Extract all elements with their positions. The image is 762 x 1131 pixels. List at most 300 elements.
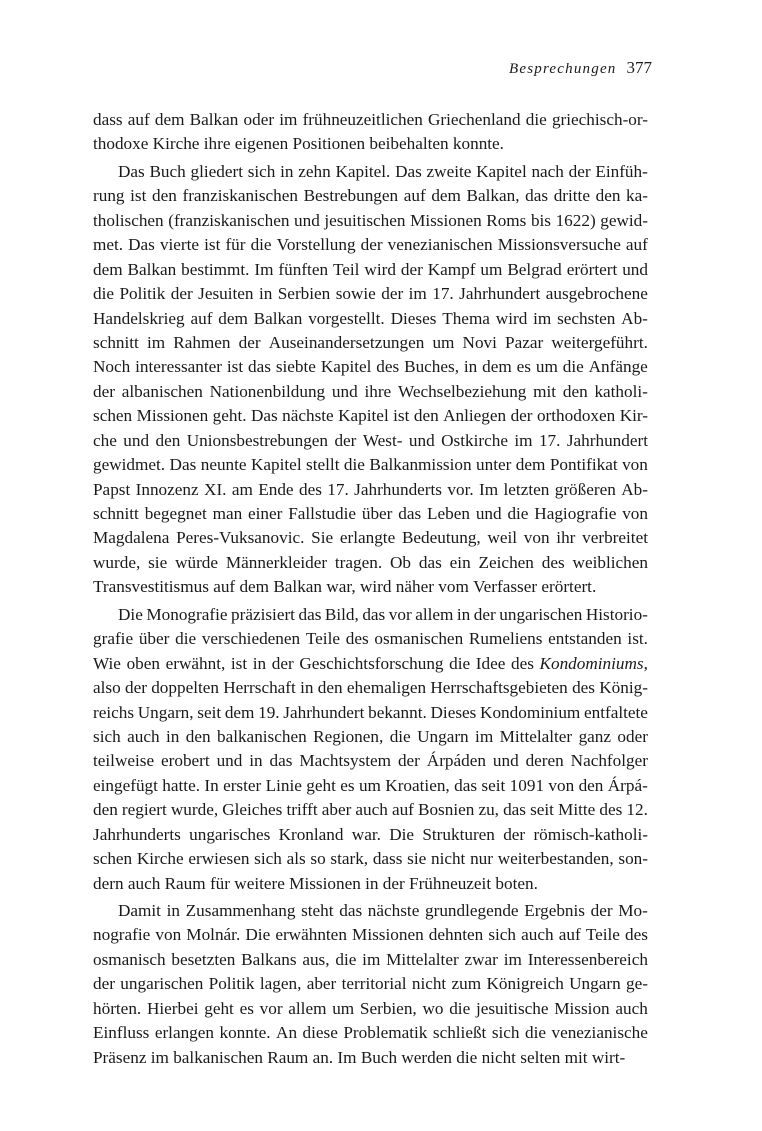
word: auch <box>355 800 388 820</box>
word: weitere <box>234 873 285 893</box>
word: stellt <box>306 455 340 475</box>
word: und <box>492 751 519 771</box>
word: ist <box>393 406 410 426</box>
word: das <box>398 504 422 523</box>
word: diese <box>302 1023 338 1043</box>
word: wird <box>495 308 528 328</box>
text-line <box>93 453 648 477</box>
word: auf <box>127 110 150 129</box>
word: nach <box>531 161 564 181</box>
word: der <box>382 873 405 893</box>
word: in <box>463 357 478 377</box>
word: Präsenz <box>93 1047 147 1067</box>
word: grafie <box>93 629 134 649</box>
word: Machtsystem <box>299 751 392 771</box>
word: 17. <box>538 430 561 450</box>
word: die <box>507 504 529 523</box>
word: vor <box>259 998 283 1018</box>
word: auch <box>127 726 160 746</box>
word: der <box>93 974 115 994</box>
word: die <box>389 726 411 746</box>
text-line <box>93 603 648 627</box>
text-line <box>93 749 648 773</box>
word: zehn <box>298 161 331 181</box>
word: Anliegen <box>443 406 507 426</box>
word: West- <box>362 430 403 450</box>
word: dern <box>93 873 124 893</box>
word: es <box>340 775 355 795</box>
word: ungarisches <box>189 824 271 844</box>
word: es <box>239 998 254 1018</box>
word: Jahrhundert <box>459 284 541 304</box>
word: Regionen, <box>313 726 384 746</box>
word: nächste <box>282 406 334 426</box>
word: den <box>152 186 177 206</box>
word: Sie <box>311 528 334 548</box>
word: dass <box>93 110 123 129</box>
word: Bedeutung, <box>401 528 481 548</box>
text-line <box>93 1046 648 1070</box>
word: den <box>413 406 439 426</box>
running-head <box>509 58 652 78</box>
word: 1091 <box>509 775 545 795</box>
word: auf <box>190 308 213 328</box>
word: trifft <box>286 800 318 820</box>
word: gewidmet. <box>93 455 166 475</box>
word: um <box>480 259 503 279</box>
word: mit <box>533 381 557 401</box>
word: entfaltete <box>583 702 648 722</box>
word: und <box>294 210 320 230</box>
word: für <box>209 873 230 893</box>
word: den <box>595 186 621 206</box>
word: Gleiches <box>222 800 283 820</box>
word: Noch <box>93 357 131 377</box>
word: wurde, <box>93 552 141 572</box>
paragraph <box>93 603 648 896</box>
word: Buch <box>149 161 186 181</box>
word: im <box>533 308 552 328</box>
word: Serbien <box>277 284 331 304</box>
word: zweite <box>426 161 472 181</box>
word: präzisiert <box>231 604 295 624</box>
word: von <box>155 925 182 945</box>
word: Balkan <box>127 259 177 279</box>
word: griechisch-or- <box>551 110 648 129</box>
word: von <box>548 775 575 795</box>
word: Problematik <box>343 1023 428 1043</box>
word: nografie <box>93 925 151 945</box>
word: Kirche <box>136 849 184 869</box>
word: fünften <box>278 259 329 279</box>
word: dem <box>482 357 512 377</box>
word: Königreich <box>486 974 564 994</box>
word: albanischen <box>121 381 203 401</box>
word: im <box>146 332 166 352</box>
text-line <box>93 701 648 725</box>
word: seit <box>530 800 554 820</box>
word: Das <box>395 161 422 181</box>
word: Politik <box>208 974 255 994</box>
word: für <box>225 235 246 255</box>
word: war. <box>351 824 381 844</box>
word: Balkanmission <box>369 455 472 475</box>
page-number: 377 <box>626 58 652 77</box>
word: Linie <box>265 775 302 795</box>
word: dem <box>431 186 461 206</box>
word: Balkan <box>273 577 323 597</box>
word: Raum <box>164 873 206 893</box>
text-line <box>93 725 648 749</box>
word: der <box>381 284 404 304</box>
word: Teil <box>332 259 360 279</box>
word: hatte. <box>162 775 200 795</box>
word: dass <box>372 849 403 869</box>
word: verschiedenen <box>201 629 301 649</box>
word: Buches, <box>404 357 460 377</box>
word: Kondominium <box>480 702 581 722</box>
word: auf <box>403 186 426 206</box>
word: venezianische <box>551 1023 648 1043</box>
word: konnte. <box>219 1023 271 1043</box>
word: Zusammenhang <box>185 901 296 920</box>
word: interessanter <box>135 357 222 377</box>
word: wird <box>364 259 396 279</box>
word: an. <box>312 1047 334 1067</box>
word: stark, <box>330 849 369 869</box>
word: tholischen <box>93 210 164 230</box>
word: son- <box>618 849 648 869</box>
word: sich <box>254 849 282 869</box>
paragraph <box>93 108 648 157</box>
word: dehnten <box>428 925 484 945</box>
text-line <box>93 258 648 282</box>
word: den <box>578 775 604 795</box>
word: Kapitel <box>320 357 372 377</box>
word: Auseinandersetzungen <box>268 332 425 352</box>
word: der <box>473 604 496 624</box>
text-line <box>93 676 648 700</box>
word: Idee <box>475 653 506 673</box>
text-line <box>93 774 648 798</box>
word: Serbien, <box>359 998 417 1018</box>
text-line <box>93 948 648 972</box>
word: oder <box>617 726 648 746</box>
word: allem <box>415 604 454 624</box>
word: um <box>432 332 455 352</box>
paragraph <box>93 160 648 600</box>
word: Das <box>169 455 197 475</box>
word: des <box>541 552 565 572</box>
word: gewid- <box>600 210 648 230</box>
text-line <box>93 823 648 847</box>
word: Árpá- <box>607 775 648 795</box>
word: Missionen <box>352 925 424 945</box>
word: weitergeführt. <box>551 332 648 352</box>
word: und <box>216 751 243 771</box>
word: ihr <box>556 528 576 548</box>
word: Herrschaftsgebieten <box>430 678 568 698</box>
word: Einfluss <box>93 1023 150 1043</box>
word: bis <box>530 210 551 230</box>
word: steht <box>301 901 334 920</box>
word: den <box>317 678 343 698</box>
word: 19. <box>258 702 280 722</box>
word: im <box>408 284 427 304</box>
text-line <box>93 108 648 132</box>
word: die <box>525 110 547 129</box>
word: siebte <box>275 357 316 377</box>
word: über <box>361 504 393 523</box>
word: venezianischen <box>387 235 493 255</box>
word: vom <box>438 577 469 597</box>
word: ist <box>226 357 244 377</box>
text-line <box>93 847 648 871</box>
word: über <box>138 629 170 649</box>
word: 1622) <box>555 210 596 230</box>
word: Bosnien <box>418 800 475 820</box>
word: um <box>535 357 558 377</box>
word: schließt <box>432 1023 487 1043</box>
word: osmanisch <box>93 949 166 969</box>
text-line <box>93 872 648 896</box>
word: Roms <box>486 210 527 230</box>
word: dritte <box>553 186 590 206</box>
word: schen <box>93 849 133 869</box>
word: entstanden <box>548 629 622 649</box>
word: Das <box>128 235 155 255</box>
word: Im <box>254 259 274 279</box>
word: nicht <box>481 1047 516 1067</box>
word: auch <box>521 925 554 945</box>
word: Historio- <box>585 604 648 624</box>
word: erlangte <box>339 528 396 548</box>
word: der <box>510 406 533 426</box>
word: Thema <box>442 308 490 328</box>
word: auf <box>391 800 414 820</box>
text-line <box>93 132 648 156</box>
word: ist. <box>627 629 648 649</box>
word: nicht <box>430 849 466 869</box>
word: franziskanischen <box>182 186 298 206</box>
word: unter <box>476 455 512 475</box>
word: An <box>276 1023 298 1043</box>
word: Im <box>479 479 499 499</box>
word: Mitte <box>558 800 596 820</box>
word: Teile <box>585 925 620 945</box>
word: ist <box>130 186 147 206</box>
word: mit <box>564 1047 588 1067</box>
text-line <box>93 160 648 184</box>
word: geht <box>204 998 234 1018</box>
word: der <box>503 824 526 844</box>
word: der <box>400 259 423 279</box>
word: selten <box>520 1047 561 1067</box>
word: jesuitische <box>475 998 549 1018</box>
word: sechsten <box>557 308 616 328</box>
word: des <box>376 357 400 377</box>
word: von <box>523 528 550 548</box>
word: Männerkleider <box>225 552 328 572</box>
word: oder <box>243 110 275 129</box>
text-line <box>93 627 648 651</box>
text-line <box>93 478 648 502</box>
word: in <box>252 653 267 673</box>
text-line <box>93 899 648 923</box>
word: balkanischen <box>173 1047 263 1067</box>
text-line <box>93 331 648 355</box>
word: der <box>397 751 420 771</box>
word: einer <box>248 504 283 523</box>
word: Dieses <box>390 308 437 328</box>
word: rung <box>93 186 125 206</box>
word: Ende <box>258 479 294 499</box>
word: ist <box>230 653 248 673</box>
word: ganz <box>578 726 612 746</box>
word: Nachfolger <box>570 751 648 771</box>
word: geht <box>306 775 336 795</box>
word: geht. <box>212 406 247 426</box>
word: nur <box>470 849 493 869</box>
word: in <box>300 678 314 698</box>
word: die <box>93 284 114 304</box>
word: Handelskrieg <box>93 308 185 328</box>
word: Ab- <box>621 308 648 328</box>
word: Ungarn, <box>137 702 194 722</box>
word: Verfasser <box>473 577 538 597</box>
word: Mo- <box>618 901 648 920</box>
word: der <box>590 901 613 920</box>
word: die <box>525 1023 546 1043</box>
word: jesuitischen <box>324 210 406 230</box>
word: Strukturen <box>422 824 495 844</box>
word: dem <box>224 702 255 722</box>
word: Dieses <box>430 702 477 722</box>
text-line <box>93 972 648 996</box>
text-line <box>93 404 648 428</box>
word: um <box>358 775 381 795</box>
text-line <box>93 429 648 453</box>
text-line <box>93 307 648 331</box>
word: Jesuiten <box>198 284 254 304</box>
word: nächste <box>367 901 420 920</box>
word: schnitt <box>93 332 139 352</box>
word: das <box>454 775 478 795</box>
word: erobert <box>161 751 210 771</box>
word: bekannt. <box>368 702 427 722</box>
word: Anfänge <box>588 357 648 377</box>
word: auf <box>558 925 581 945</box>
word: In <box>204 775 219 795</box>
word: katholi- <box>594 381 648 401</box>
word: und <box>331 381 358 401</box>
word: Missionsversuche <box>497 235 621 255</box>
word: Ostkirche <box>441 430 508 450</box>
word: das <box>362 604 386 624</box>
word: Innozenz <box>135 479 199 499</box>
word: aber <box>321 800 352 820</box>
word: balkanischen <box>216 726 307 746</box>
word: Jahrhunderts <box>354 479 442 499</box>
word: erörtert. <box>541 577 597 597</box>
word: aus, <box>302 949 330 969</box>
text-line <box>93 209 648 233</box>
word: werden <box>401 1047 452 1067</box>
word: das <box>339 901 363 920</box>
word: Novi <box>462 332 497 352</box>
word: ge- <box>626 974 648 994</box>
text-line <box>93 355 648 379</box>
word: des <box>298 479 322 499</box>
word: vierte <box>159 235 200 255</box>
text-line <box>93 502 648 526</box>
word: Die <box>389 824 415 844</box>
word: erwähnt, <box>165 653 226 673</box>
word: orthodoxen <box>536 406 616 426</box>
word: Kirche <box>152 134 200 154</box>
word: Geschichtsforschung <box>299 653 444 673</box>
word: Fallstudie <box>288 504 357 523</box>
word: Pontifikat <box>549 455 618 475</box>
word: Die <box>245 925 271 945</box>
text-line <box>93 997 648 1021</box>
word: das <box>248 357 271 377</box>
word: Kronland <box>278 824 344 844</box>
word: so <box>310 849 326 869</box>
word: weiblichen <box>572 552 648 572</box>
word: Kondominiums <box>539 653 644 673</box>
word: und <box>123 430 150 450</box>
word: der <box>124 678 147 698</box>
text-line <box>93 526 648 550</box>
word: im <box>475 726 494 746</box>
word: oben <box>126 653 160 673</box>
word: eingefügt <box>93 775 158 795</box>
word: Kapitel <box>476 161 527 181</box>
word: den <box>185 726 211 746</box>
word: Mission <box>554 998 610 1018</box>
word: weil <box>487 528 518 548</box>
word: osmanischen <box>374 629 464 649</box>
word: Buch <box>360 1047 398 1067</box>
word: vor <box>388 604 412 624</box>
word: Im <box>337 1047 357 1067</box>
word: erwähnten <box>275 925 347 945</box>
word: schen <box>93 406 133 426</box>
word: von <box>622 504 648 523</box>
word: allem <box>288 998 327 1018</box>
word: und <box>475 504 502 523</box>
word: Griechenland <box>428 110 521 129</box>
word: konnte. <box>452 134 504 154</box>
word: Das <box>250 406 278 426</box>
word: der <box>93 381 115 401</box>
word: Frühneuzeit <box>409 873 492 893</box>
word: Hagiografie <box>534 504 617 523</box>
word: im <box>514 430 533 450</box>
text-line <box>93 652 648 676</box>
word: Ungarn <box>569 974 621 994</box>
text-line <box>93 282 648 306</box>
word: ein <box>449 552 471 572</box>
word: erster <box>223 775 262 795</box>
word: auch <box>127 873 161 893</box>
word: letzten <box>503 479 550 499</box>
word: erwiesen <box>188 849 250 869</box>
word: 12. <box>626 800 648 820</box>
word: wurde, <box>170 800 219 820</box>
word: und <box>622 259 648 279</box>
